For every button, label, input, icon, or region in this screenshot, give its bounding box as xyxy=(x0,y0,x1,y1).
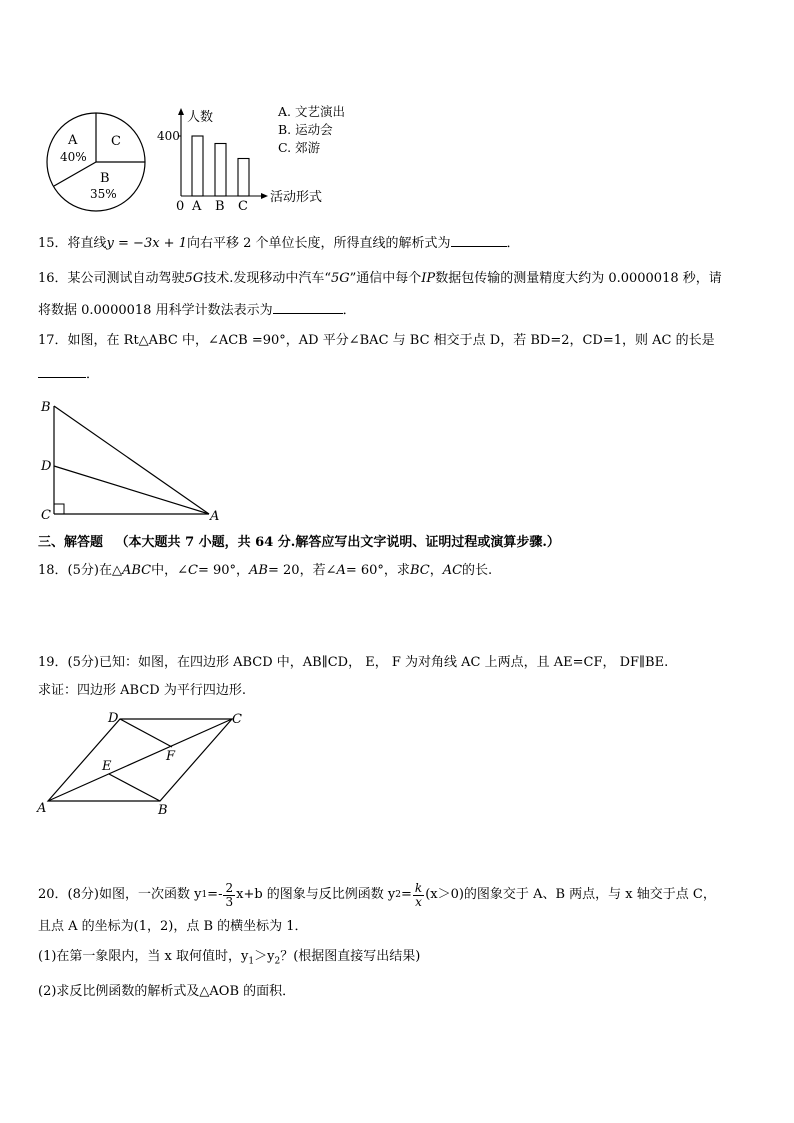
q18-text-1: 中， xyxy=(151,563,178,578)
q17-answer-blank[interactable] xyxy=(38,364,86,378)
section-3-title: 三、解答题 xyxy=(38,535,104,550)
q20-text-4: = xyxy=(401,887,412,902)
q16-ip: IP xyxy=(421,271,436,286)
q15-number: 15．将直线 xyxy=(38,236,107,251)
legend-item-c: C. 郊游 xyxy=(278,140,321,155)
q20-line1 xyxy=(38,878,716,912)
q19-label-d: D xyxy=(108,711,119,726)
q19-label-b: B xyxy=(158,803,168,818)
q19-line2: 求证：四边形 ABCD 为平行四边形. xyxy=(38,683,246,698)
pie-slice-b-label: B xyxy=(100,171,110,186)
q16-line2 xyxy=(38,300,722,320)
q19-diagonal-ac xyxy=(48,719,232,801)
q16-end: ． xyxy=(342,303,356,318)
q20-fraction-k-x xyxy=(413,882,424,909)
q15-expression: y = −3x + 1 xyxy=(106,236,187,251)
section-3-heading xyxy=(38,534,560,552)
q20-part1-sub1: 1 xyxy=(248,956,255,967)
pie-slice-a-value: 40% xyxy=(60,150,87,164)
q18-text-4: = 60°，求 xyxy=(345,563,410,578)
q18-text-2: = 90°， xyxy=(197,563,250,578)
q16-5g-2: 5G xyxy=(330,271,350,286)
q15-answer-blank[interactable] xyxy=(451,233,507,247)
q19-label-f: F xyxy=(166,749,176,764)
q17-text: 17．如图，在 Rt△ABC 中，∠ACB =90°，AD 平分∠BAC 与 BC 相交于点 D，若 BD=2，CD=1，则 AC 的长是 xyxy=(38,333,715,348)
q17-label-a: A xyxy=(210,509,220,524)
legend-item-a: A. 文艺演出 xyxy=(278,104,345,119)
bar-x-tick-c: C xyxy=(238,199,248,214)
q18-triangle: △ABC xyxy=(111,563,152,578)
q17-right-angle-mark xyxy=(54,504,64,514)
q17-segment-ad xyxy=(54,466,209,514)
q16-text-a: 16．某公司测试自动驾驶 xyxy=(38,271,185,286)
q20-text-5: (x＞0)的图象交于 A、B 两点，与 x 轴交于点 C， xyxy=(425,887,716,902)
q20-part1-c: ？(根据图直接写出结果) xyxy=(280,949,421,964)
q20-text-2: =- xyxy=(207,887,223,902)
pie-slice-b-value: 35% xyxy=(90,187,117,201)
bar-b xyxy=(215,144,226,197)
question-15 xyxy=(38,233,520,253)
q20-fraction-2-3-num: 2 xyxy=(225,880,234,895)
q15-text: 向右平移 2 个单位长度，所得直线的解析式为 xyxy=(186,236,451,251)
q17-label-b: B xyxy=(41,400,51,415)
q17-end: ． xyxy=(86,367,100,382)
bar-a xyxy=(192,136,203,196)
pie-slice-c-label: C xyxy=(111,134,121,149)
pie-slice-a-label: A xyxy=(68,133,78,148)
question-18 xyxy=(38,562,492,580)
q20-part1 xyxy=(38,948,716,971)
q18-text-5: ， xyxy=(429,563,443,578)
q20-sub-1: 1 xyxy=(201,890,208,900)
q20-line2: 且点 A 的坐标为(1，2)，点 B 的横坐标为 1． xyxy=(38,919,308,934)
question-16 xyxy=(38,270,722,320)
q18-number: 18．(5分)在 xyxy=(38,563,112,578)
q20-fraction-2-3-den: 3 xyxy=(225,894,234,909)
q16-answer-blank[interactable] xyxy=(273,300,343,314)
q19-label-e: E xyxy=(102,759,112,774)
q17-label-d: D xyxy=(41,459,52,474)
q18-text-3: = 20，若 xyxy=(268,563,326,578)
q16-line1 xyxy=(38,270,722,288)
q19-label-a: A xyxy=(37,801,47,816)
q19-label-c: C xyxy=(232,712,242,727)
bar-y-axis-arrow xyxy=(178,108,184,115)
q19-parallelogram-figure xyxy=(34,708,250,820)
bar-x-tick-a: A xyxy=(192,199,202,214)
q20-text-1: 20．(8分)如图，一次函数 y xyxy=(38,887,202,902)
q17-side-ab xyxy=(54,406,209,514)
q19-segment-df xyxy=(120,719,172,747)
q16-text-line2: 将数据 0.0000018 用科学计数法表示为 xyxy=(38,303,273,318)
q18-ac: AC xyxy=(442,563,463,578)
legend-item-b: B. 运动会 xyxy=(278,122,333,137)
q15-end: ． xyxy=(506,236,520,251)
question-19 xyxy=(38,654,668,700)
q16-5g-1: 5G xyxy=(184,271,204,286)
q16-text-c: ”通信中每个 xyxy=(349,271,422,286)
q18-text-6: 的长. xyxy=(462,563,493,578)
bar-c xyxy=(238,159,249,197)
q20-part1-sub2: 2 xyxy=(274,956,281,967)
bar-x-axis-arrow xyxy=(261,193,268,199)
q20-fraction-k-x-num: k xyxy=(414,880,423,895)
q18-ab: AB xyxy=(249,563,268,578)
question-17 xyxy=(38,332,715,384)
q20-part1-b: ＞y xyxy=(254,949,275,964)
q20-fraction-2-3 xyxy=(223,882,235,909)
q17-triangle-figure xyxy=(36,396,232,526)
q20-text-3: x+b 的图象与反比例函数 y xyxy=(236,887,396,902)
pie-chart xyxy=(44,110,148,214)
bar-x-title: 活动形式 xyxy=(270,190,323,205)
q19-segment-be xyxy=(109,774,160,801)
q20-sub-2: 2 xyxy=(395,890,401,900)
section-3-note: （本大题共 7 小题，共 64 分.解答应写出文字说明、证明过程或演算步骤.） xyxy=(115,535,560,550)
bar-x-tick-0: 0 xyxy=(176,199,185,214)
question-20 xyxy=(38,878,716,1001)
q18-angle-a: ∠A xyxy=(325,563,346,578)
q18-angle-c: ∠C xyxy=(177,563,198,578)
chart-legend xyxy=(278,103,345,157)
bar-y-tick-400: 400 xyxy=(157,129,180,143)
q20-part2: (2)求反比例函数的解析式及△AOB 的面积． xyxy=(38,983,296,999)
q17-line2 xyxy=(38,364,715,384)
bar-group xyxy=(192,136,249,196)
q16-text-d: 数据包传输的测量精度大约为 0.0000018 秒，请 xyxy=(435,271,722,286)
q17-label-c: C xyxy=(41,508,51,523)
bar-x-tick-b: B xyxy=(215,199,225,214)
q18-bc: BC xyxy=(409,563,430,578)
bar-y-title: 人数 xyxy=(187,110,214,125)
q16-text-b: 技术.发现移动中汽车“ xyxy=(203,271,331,286)
q20-part1-a: (1)在第一象限内，当 x 取何值时，y xyxy=(38,949,249,964)
pie-divider-lower-left xyxy=(54,162,96,186)
q20-fraction-k-x-den: x xyxy=(415,894,422,909)
q19-line1: 19．(5分)已知：如图，在四边形 ABCD 中，AB∥CD， E， F 为对角线 AC 上两点，且 AE=CF， DF∥BE. xyxy=(38,655,669,670)
